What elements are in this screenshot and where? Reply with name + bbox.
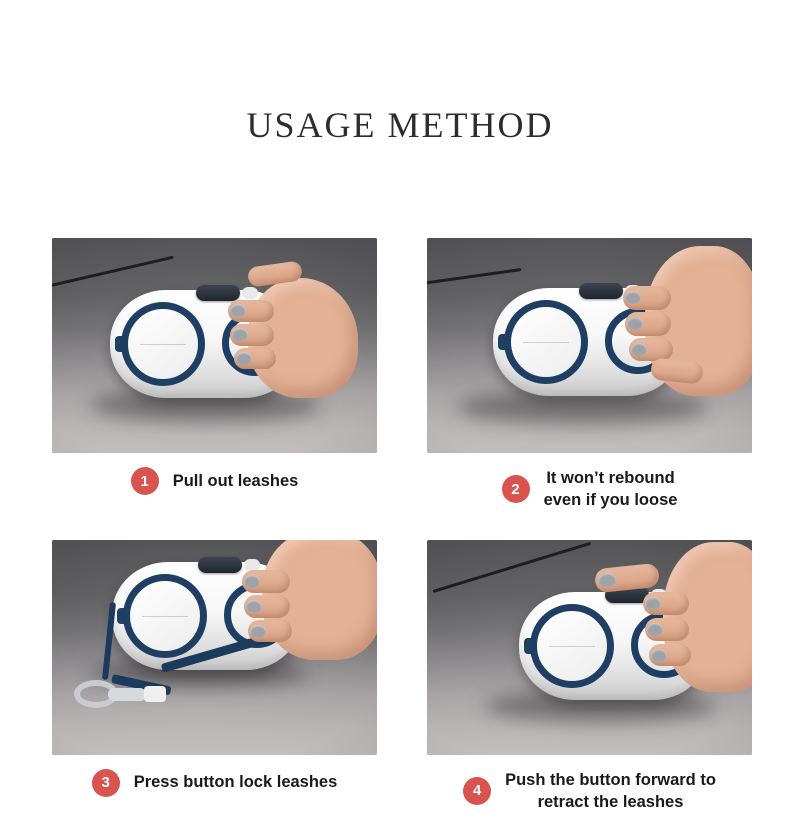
finger — [228, 300, 274, 322]
lock-button-icon — [198, 557, 242, 573]
finger — [625, 312, 671, 336]
steps-grid — [52, 238, 752, 813]
step-caption-text: Press button lock leashes — [133, 773, 338, 792]
device-large-ring — [121, 302, 205, 386]
step-number-badge: 3 — [92, 769, 120, 797]
lock-button-icon — [196, 285, 240, 301]
hook-collar — [144, 686, 166, 702]
device-seam — [549, 646, 595, 647]
caption-line-1: It won’t rebound — [546, 469, 675, 487]
finger — [649, 644, 691, 666]
finger — [643, 592, 689, 615]
step-card-2 — [402, 238, 752, 512]
finger — [242, 570, 290, 593]
step-3-caption — [52, 769, 377, 797]
step-4-image — [427, 540, 752, 755]
step-caption-text — [505, 769, 716, 814]
step-caption-text: Pull out leashes — [172, 471, 299, 490]
fingernail — [627, 317, 643, 330]
finger — [629, 338, 673, 361]
step-card-4 — [402, 540, 752, 814]
step-4-caption — [427, 769, 752, 814]
hook-barrel — [108, 688, 146, 701]
finger — [645, 618, 689, 641]
caption-line-1: Push the button forward to — [505, 770, 716, 789]
step-1-image — [52, 238, 377, 453]
finger — [234, 348, 276, 369]
fingernail — [250, 625, 266, 638]
device-large-ring — [123, 574, 207, 658]
finger — [248, 620, 292, 642]
fingernail — [625, 291, 641, 304]
hand — [663, 542, 752, 692]
step-caption-text — [544, 467, 678, 512]
finger — [244, 595, 290, 618]
finger — [623, 286, 671, 310]
fingernail — [631, 343, 647, 356]
device-nub — [244, 559, 260, 571]
fingernail — [645, 597, 661, 610]
finger — [230, 324, 274, 346]
lock-button-icon — [579, 283, 623, 299]
step-card-3 — [52, 540, 402, 814]
thumbnail — [597, 572, 616, 588]
step-number-badge: 4 — [463, 777, 491, 805]
fingernail — [244, 575, 260, 588]
step-card-1 — [52, 238, 402, 512]
device-large-ring — [504, 300, 588, 384]
device-seam — [140, 344, 186, 345]
device-nub — [242, 287, 258, 299]
fingernail — [246, 600, 262, 613]
fingernail — [236, 352, 252, 365]
page-title: USAGE METHOD — [246, 105, 554, 145]
device-seam — [523, 342, 569, 343]
step-2-caption — [427, 467, 752, 512]
device-large-ring — [530, 604, 614, 688]
caption-line-2: retract the leashes — [537, 792, 684, 811]
step-number-badge: 1 — [131, 467, 159, 495]
fingernail — [647, 623, 663, 636]
fingernail — [230, 304, 246, 317]
caption-line-2: even if you loose — [543, 491, 678, 510]
step-number-badge: 2 — [502, 475, 530, 503]
fingernail — [651, 649, 667, 662]
device-seam — [142, 616, 188, 617]
step-3-image — [52, 540, 377, 755]
step-2-image — [427, 238, 752, 453]
fingernail — [232, 328, 248, 341]
step-1-caption — [52, 467, 377, 495]
